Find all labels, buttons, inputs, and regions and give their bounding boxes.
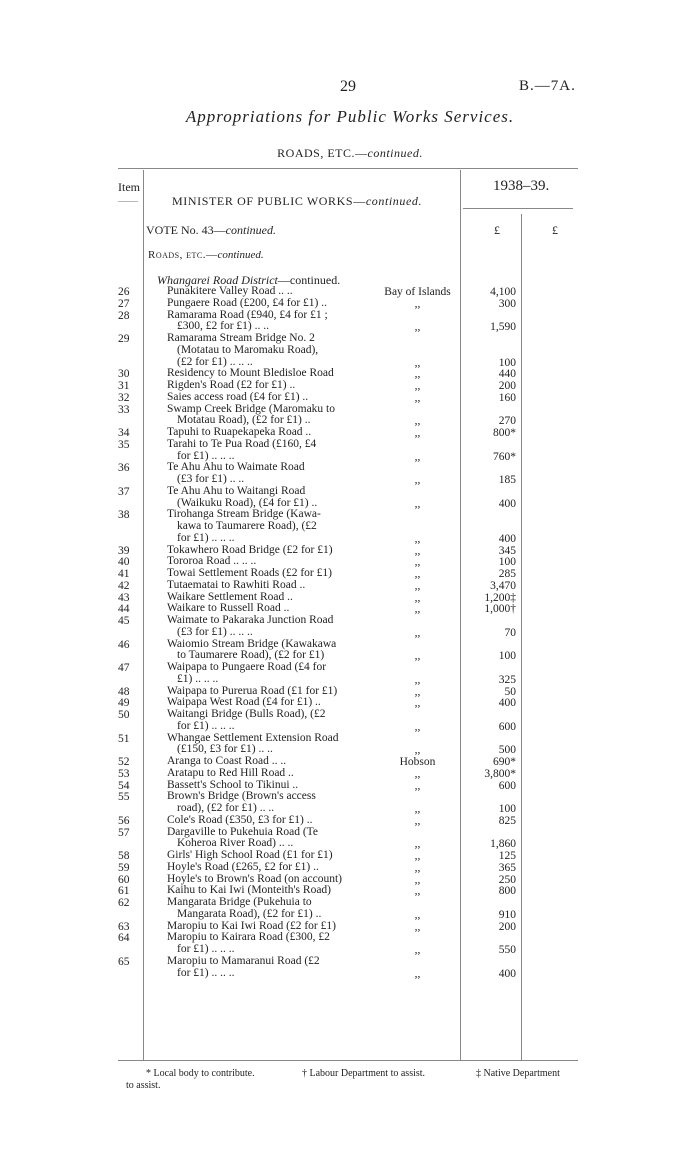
item-description [167, 509, 362, 544]
inner-amount-rule [521, 214, 522, 1060]
description-line: Whangae Settlement Extension Road [167, 731, 339, 744]
amount-value: 400 [498, 697, 516, 710]
footnote-native-cont: to assist. [126, 1080, 161, 1091]
description-line: Kaihu to Kai Iwi (Monteith's Road) [167, 884, 332, 897]
description-line: road), (£2 for £1) .. .. [177, 802, 275, 814]
subtitle-italic: continued. [367, 146, 423, 160]
county-name: ,, [414, 568, 421, 580]
item-description [167, 815, 362, 827]
description-line: Hoyle's Road (£265, £2 for £1) .. [167, 860, 319, 873]
amount-value: 910 [498, 908, 516, 921]
description-line: Tirohanga Stream Bridge (Kawa- [167, 508, 321, 521]
description-line: for £1) .. .. .. [177, 531, 235, 544]
amount-value: 800 [498, 885, 516, 898]
county-name: ,, [414, 579, 421, 592]
district-italic: Whangarei Road District [157, 273, 278, 287]
roads-heading [148, 249, 264, 261]
vote-heading [146, 223, 276, 238]
item-number: 49 [118, 697, 130, 710]
amount-value: 1,000† [484, 603, 516, 616]
description-line: Swamp Creek Bridge (Maromaku to [167, 402, 335, 415]
description-line: Rigden's Road (£2 for £1) .. [167, 379, 296, 391]
amount-value: 100 [498, 650, 516, 663]
amount-value: 200 [498, 920, 516, 933]
county-name: ,, [414, 356, 421, 369]
description-line: Pungaere Road (£200, £4 for £1) .. [167, 296, 328, 309]
item-number: 41 [118, 568, 130, 580]
county-name: ,, [414, 779, 421, 792]
description-line: Towai Settlement Roads (£2 for £1) [167, 567, 332, 579]
item-description [167, 568, 362, 580]
amount-value: 200 [498, 380, 516, 392]
description-line: Punakitere Valley Road .. .. [167, 285, 293, 297]
amount-value: 400 [498, 967, 516, 980]
description-line: Waipapa to Pungaere Road (£4 for [167, 661, 327, 673]
description-line: Ramarama Stream Bridge No. 2 [167, 332, 315, 344]
item-number: 26 [118, 286, 130, 298]
description-line: to Taumarere Road), (£2 for £1) [177, 649, 325, 662]
amount-value: 50 [504, 685, 516, 698]
subtitle-main: ROADS, ETC.— [277, 146, 368, 160]
county-name: ,, [414, 368, 421, 381]
description-line: Tarahi to Te Pua Road (£160, £4 [167, 437, 317, 450]
amount-value: 825 [498, 814, 516, 827]
description-line: Tokawhero Road Bridge (£2 for £1) [167, 543, 333, 556]
item-description [167, 791, 362, 815]
amount-value: 300 [498, 297, 516, 310]
description-line: Waitangi Bridge (Bulls Road), (£2 [167, 708, 326, 720]
item-description [167, 932, 362, 956]
description-line: Tutaematai to Rawhiti Road .. [167, 578, 306, 591]
item-number: 46 [118, 638, 130, 651]
amount-value: 325 [498, 673, 516, 686]
item-number: 28 [118, 309, 130, 322]
item-description [167, 756, 362, 768]
amount-value: 185 [498, 474, 516, 486]
amount-value: 365 [498, 861, 516, 874]
vote-italic: continued. [225, 223, 276, 237]
item-number: 61 [118, 885, 130, 898]
county-name: ,, [414, 591, 421, 604]
description-line: kawa to Taumarere Road), (£2 [177, 520, 317, 532]
roads-italic: continued. [217, 249, 264, 261]
item-number: 59 [118, 861, 130, 874]
item-description [167, 392, 362, 404]
county-name: ,, [414, 873, 421, 886]
county-name: ,, [414, 497, 421, 510]
description-line: for £1) .. .. .. [177, 719, 235, 732]
item-number: 32 [118, 391, 130, 404]
amount-value: 400 [498, 497, 516, 510]
description-line: Brown's Bridge (Brown's access [167, 790, 316, 803]
item-description [167, 639, 362, 663]
description-line: Te Ahu Ahu to Waimate Road [167, 461, 305, 474]
item-description [167, 380, 362, 392]
description-line: £1) .. .. .. [177, 672, 219, 685]
county-name: ,, [414, 908, 421, 921]
description-line: (Waikuku Road), (£4 for £1) .. [177, 496, 318, 509]
description-line: Aranga to Coast Road .. .. [167, 755, 287, 767]
description-line: Waipapa to Purerua Road (£1 for £1) [167, 684, 338, 697]
item-number: 63 [118, 920, 130, 933]
amount-value: 270 [498, 415, 516, 428]
item-number: 53 [118, 767, 130, 780]
item-number: 44 [118, 603, 130, 616]
county-name: ,, [414, 861, 421, 874]
item-description [167, 956, 362, 980]
item-description [167, 580, 362, 592]
item-number: 29 [118, 333, 130, 345]
county-name: Bay of Islands [384, 286, 451, 298]
county-name: ,, [414, 603, 421, 616]
description-line: Ramarama Road (£940, £4 for £1 ; [167, 308, 328, 321]
county-name: ,, [414, 850, 421, 862]
county-name: ,, [414, 673, 421, 686]
item-number: 42 [118, 579, 130, 592]
section-subtitle [0, 146, 700, 161]
item-number: 27 [118, 297, 130, 310]
county-name: ,, [414, 885, 421, 898]
amount-value: 4,100 [490, 286, 516, 298]
roads-main: Roads, etc.— [148, 249, 218, 261]
county-name: ,, [414, 474, 421, 486]
item-number: 40 [118, 556, 130, 569]
amount-value: 550 [498, 944, 516, 956]
county-name: ,, [414, 814, 421, 827]
item-number: 54 [118, 779, 130, 792]
amount-value: 760* [493, 450, 516, 463]
item-description [167, 615, 362, 639]
item-number: 36 [118, 462, 130, 475]
description-line: (£2 for £1) .. .. .. [177, 355, 253, 368]
minister-italic: continued. [365, 194, 423, 208]
amount-value: 285 [498, 568, 516, 580]
document-reference: B.—7A. [519, 78, 576, 94]
county-name: ,, [414, 391, 421, 404]
description-line: Mangarata Road), (£2 for £1) .. [177, 907, 322, 920]
item-number: 62 [118, 897, 130, 909]
description-line: Waikare Settlement Road .. [167, 590, 293, 603]
item-description [167, 709, 362, 733]
item-number: 51 [118, 732, 130, 745]
pound-column-1: £ [494, 223, 500, 237]
footnote-local-body: * Local body to contribute. [146, 1068, 255, 1079]
description-line: Waikare to Russell Road .. [167, 602, 290, 615]
item-number: 56 [118, 814, 130, 827]
description-line: Tapuhi to Ruapekapeka Road .. [167, 426, 312, 438]
item-number: 52 [118, 756, 130, 768]
county-name: ,, [414, 685, 421, 698]
item-description [167, 310, 362, 334]
description-line: Girls' High School Road (£1 for £1) [167, 849, 333, 861]
item-description [167, 427, 362, 439]
amount-value: 1,200‡ [484, 591, 516, 604]
item-number: 37 [118, 485, 130, 498]
description-line: Mangarata Bridge (Pukehuia to [167, 896, 312, 908]
item-number: 45 [118, 615, 130, 627]
footnote-labour: † Labour Department to assist. [302, 1068, 426, 1079]
description-line: (£3 for £1) .. .. .. [177, 625, 253, 638]
item-description [167, 462, 362, 486]
item-header-dash: —— [118, 196, 138, 207]
item-column-header: Item [118, 180, 140, 194]
description-line: (Motatau to Maromaku Road), [177, 343, 319, 356]
item-number: 55 [118, 791, 130, 804]
item-number: 38 [118, 509, 130, 522]
item-number: 47 [118, 662, 130, 674]
item-description [167, 286, 362, 298]
county-name: ,, [414, 450, 421, 463]
description-line: Aratapu to Red Hill Road .. [167, 766, 294, 779]
item-number: 48 [118, 685, 130, 698]
county-name: ,, [414, 650, 421, 663]
county-name: ,, [414, 297, 421, 310]
county-name: Hobson [399, 756, 436, 768]
item-description [167, 897, 362, 921]
item-number: 34 [118, 427, 130, 439]
county-name: ,, [414, 626, 421, 639]
page-number: 29 [340, 78, 356, 95]
amount-value: 250 [498, 873, 516, 886]
amount-value: 440 [498, 368, 516, 381]
amount-value: 400 [498, 532, 516, 545]
county-name: ,, [414, 544, 421, 557]
amount-value: 160 [498, 391, 516, 404]
description-line: (£150, £3 for £1) .. .. [177, 743, 273, 756]
item-description [167, 298, 362, 310]
amount-value: 125 [498, 850, 516, 862]
description-line: for £1) .. .. .. [177, 966, 235, 979]
item-description [167, 768, 362, 780]
county-name: ,, [414, 838, 421, 851]
amount-value: 100 [498, 803, 516, 815]
description-line: Maropiu to Kai Iwi Road (£2 for £1) [167, 919, 336, 932]
item-number: 65 [118, 955, 130, 968]
item-number: 64 [118, 932, 130, 945]
description-line: Waiomio Stream Bridge (Kawakawa [167, 637, 337, 650]
item-description [167, 850, 362, 862]
description-line: Cole's Road (£350, £3 for £1) .. [167, 813, 313, 826]
item-number: 35 [118, 438, 130, 451]
description-line: Maropiu to Kairara Road (£300, £2 [167, 931, 330, 944]
county-name: ,, [414, 920, 421, 933]
table-top-rule [118, 168, 578, 169]
county-name: ,, [414, 380, 421, 392]
item-description [167, 439, 362, 463]
item-number: 30 [118, 368, 130, 381]
year-underline [463, 208, 573, 209]
item-number: 39 [118, 544, 130, 557]
amount-value: 690* [493, 756, 516, 768]
item-number: 57 [118, 826, 130, 839]
description-line: Koheroa River Road) .. .. [177, 837, 294, 850]
amount-value: 345 [498, 544, 516, 557]
item-description [167, 404, 362, 428]
amount-value: 1,590 [490, 321, 516, 334]
footnote-native: ‡ Native Department [476, 1068, 560, 1079]
description-line: Maropiu to Mamaranui Road (£2 [167, 954, 320, 967]
amount-value: 3,800* [484, 767, 516, 780]
description-line: Saies access road (£4 for £1) .. [167, 390, 309, 403]
amount-value: 1,860 [490, 838, 516, 851]
amount-value: 3,470 [490, 579, 516, 592]
county-name: ,, [414, 744, 421, 757]
amount-value: 100 [498, 556, 516, 569]
county-name: ,, [414, 427, 421, 439]
minister-heading [172, 194, 422, 209]
county-name: ,, [414, 720, 421, 733]
description-line: for £1) .. .. .. [177, 943, 235, 955]
item-number: 50 [118, 709, 130, 721]
amount-value: 100 [498, 356, 516, 369]
amount-value: 70 [504, 626, 516, 639]
description-line: Bassett's School to Tikinui .. [167, 778, 299, 791]
amount-value: 600 [498, 720, 516, 733]
description-line: Dargaville to Pukehuia Road (Te [167, 825, 318, 838]
description-line: Tororoa Road .. .. .. [167, 555, 257, 568]
description-line: Waimate to Pakaraka Junction Road [167, 614, 334, 626]
amount-value: 800* [493, 427, 516, 439]
item-description [167, 486, 362, 510]
county-name: ,, [414, 415, 421, 428]
pound-column-2: £ [552, 223, 558, 237]
item-description [167, 862, 362, 874]
county-name: ,, [414, 803, 421, 815]
description-line: for £1) .. .. .. [177, 449, 235, 462]
minister-main: MINISTER OF PUBLIC WORKS— [172, 194, 366, 208]
item-description [167, 333, 362, 368]
item-number: 60 [118, 873, 130, 886]
county-name: ,, [414, 967, 421, 980]
description-line: Waipapa West Road (£4 for £1) .. [167, 696, 321, 709]
year-header: 1938–39. [493, 178, 550, 194]
amount-value: 600 [498, 779, 516, 792]
county-name: ,, [414, 556, 421, 569]
county-name: ,, [414, 532, 421, 545]
county-name: ,, [414, 321, 421, 334]
description-line: Motatau Road), (£2 for £1) .. [177, 414, 311, 427]
description-line: Residency to Mount Bledisloe Road [167, 367, 334, 380]
item-number: 58 [118, 850, 130, 862]
amount-column-rule [460, 170, 461, 1060]
county-name: ,, [414, 767, 421, 780]
description-line: Te Ahu Ahu to Waitangi Road [167, 484, 306, 497]
item-description [167, 827, 362, 851]
description-line: Hoyle's to Brown's Road (on account) [167, 872, 343, 885]
vote-main: VOTE No. 43— [146, 223, 226, 237]
item-number: 43 [118, 591, 130, 604]
page-title: Appropriations for Public Works Services. [185, 107, 515, 126]
district-rest: —continued. [277, 273, 341, 287]
description-line: £300, £2 for £1) .. .. [177, 320, 269, 333]
description-line: (£3 for £1) .. .. [177, 473, 245, 485]
amount-value: 500 [498, 744, 516, 757]
county-name: ,, [414, 697, 421, 710]
table-bottom-rule [118, 1060, 578, 1061]
item-number: 33 [118, 403, 130, 416]
item-description [167, 662, 362, 686]
item-description [167, 733, 362, 757]
item-number: 31 [118, 380, 130, 392]
county-name: ,, [414, 944, 421, 956]
